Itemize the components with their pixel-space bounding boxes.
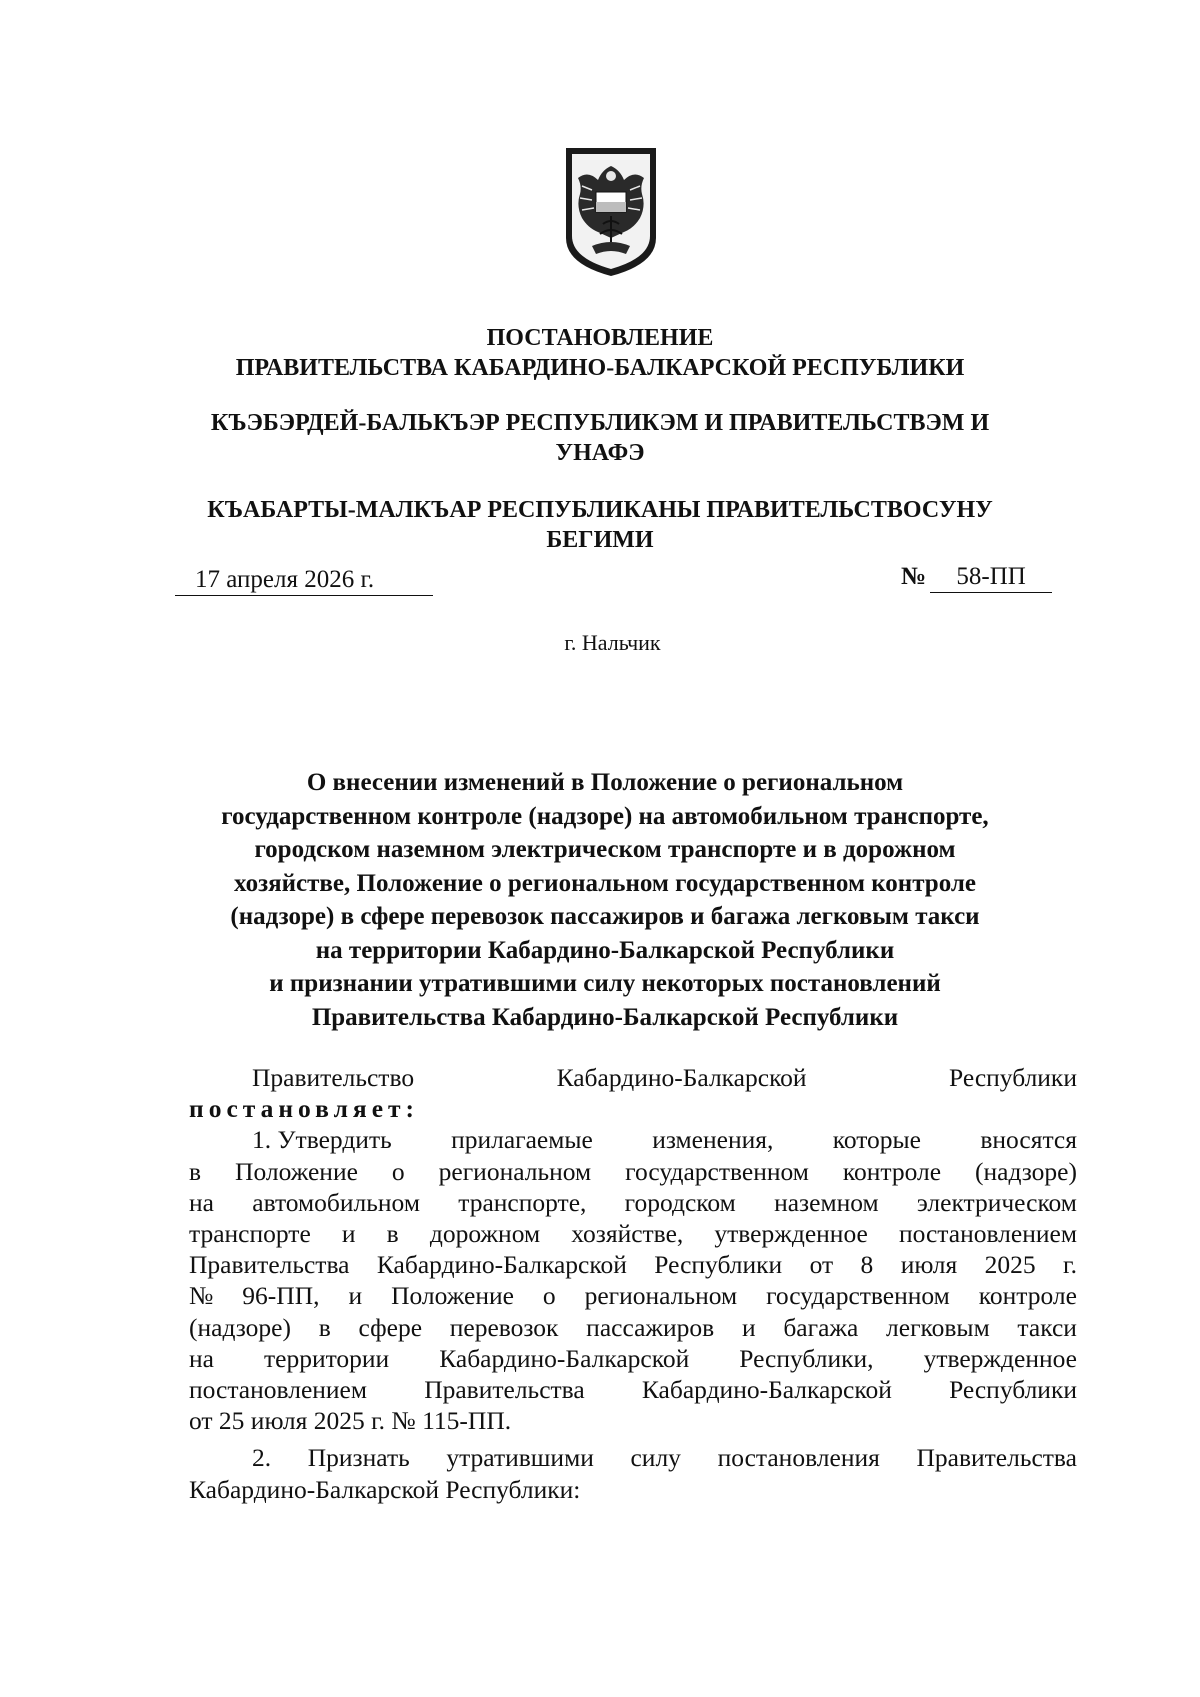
decree-word: постановляет:: [189, 1094, 420, 1124]
word: постановлением: [189, 1375, 368, 1405]
document-subject: [0, 766, 1200, 1034]
document-heading: [0, 323, 1200, 383]
word: контроле: [978, 1281, 1077, 1311]
item2-line: [189, 1442, 1077, 1473]
word: (надзоре): [975, 1156, 1077, 1186]
item1-line: [189, 1249, 1077, 1280]
word: такси: [1017, 1312, 1077, 1342]
word: городском: [624, 1187, 736, 1217]
word: государственном: [625, 1156, 809, 1186]
document-city: г. Нальчик: [564, 630, 661, 655]
heading-issuer: ПРАВИТЕЛЬСТВА КАБАРДИНО-БАЛКАРСКОЙ РЕСПУБЛИКИ: [235, 355, 965, 381]
word: в: [189, 1156, 202, 1186]
subject-line: (надзоре) в сфере перевозок пассажиров и багажа легковым такси: [230, 903, 980, 930]
word: транспорте,: [458, 1187, 587, 1217]
document-body: [189, 1062, 1077, 1505]
word: утратившими: [446, 1443, 594, 1473]
word: утвержденное: [923, 1343, 1077, 1373]
heading-type: ПОСТАНОВЛЕНИЕ: [486, 325, 714, 351]
word: о: [391, 1156, 405, 1186]
intro-word: Правительство: [252, 1063, 415, 1092]
word: июля: [900, 1250, 958, 1280]
word: электрическом: [916, 1187, 1077, 1217]
intro-word: Республики: [949, 1063, 1077, 1092]
subject-line: городском наземном электрическом транспорте и в дорожном: [254, 836, 956, 863]
document-date: [175, 565, 433, 596]
word: постановлением: [898, 1219, 1077, 1249]
word: Кабардино-Балкарской: [439, 1343, 690, 1373]
heading-kabardian-line1: КЪЭБЭРДЕЙ-БАЛЬКЪЭР РЕСПУБЛИКЭМ И ПРАВИТЕЛЬСТВЭМ И: [210, 410, 990, 436]
number-sign: №: [901, 563, 927, 590]
word: перевозок: [449, 1312, 559, 1342]
subject-line: и признании утратившими силу некоторых постановлений: [269, 970, 941, 997]
word: государственном: [766, 1281, 950, 1311]
word: Республики: [949, 1375, 1077, 1405]
word: силу: [630, 1443, 681, 1473]
word: утвержденное: [714, 1219, 868, 1249]
item1-line: [189, 1312, 1077, 1343]
word: 2.: [252, 1443, 272, 1473]
heading-balkar-line2: БЕГИМИ: [546, 527, 654, 553]
word: (надзоре): [189, 1312, 291, 1342]
word: 1. Утвердить: [252, 1125, 392, 1155]
item1-line: [189, 1124, 1077, 1155]
intro-word: Кабардино-Балкарской: [556, 1063, 807, 1092]
word: г.: [1063, 1250, 1077, 1280]
word: Республики,: [739, 1343, 874, 1373]
subject-line: государственном контроле (надзоре) на автомобильном транспорте,: [221, 802, 989, 830]
word: на: [189, 1343, 214, 1373]
word: и: [348, 1281, 363, 1311]
word: Положение: [391, 1281, 514, 1311]
item1-line: [189, 1156, 1077, 1187]
word: Признать: [307, 1443, 410, 1473]
word: пассажиров: [586, 1312, 715, 1342]
word: Кабардино-Балкарской: [376, 1250, 627, 1280]
word: на: [189, 1187, 214, 1217]
word: контроле: [842, 1156, 942, 1186]
word: в: [386, 1219, 399, 1249]
number-value: 58-ПП: [930, 562, 1052, 593]
word: 2025: [984, 1250, 1036, 1280]
word: 8: [860, 1250, 874, 1280]
word: которые: [832, 1125, 921, 1155]
word: изменения,: [652, 1125, 774, 1155]
word: от: [809, 1250, 834, 1280]
word: в: [318, 1312, 331, 1342]
word: хозяйстве,: [571, 1219, 684, 1249]
word: региональном: [584, 1281, 738, 1311]
subject-line: О внесении изменений в Положение о региональном: [306, 769, 904, 796]
word: постановления: [717, 1443, 880, 1473]
item1-line: [189, 1374, 1077, 1405]
item2-line: Кабардино-Балкарской Республики:: [189, 1474, 581, 1504]
document-number: [901, 562, 1052, 593]
date-value: 17 апреля 2026 г.: [175, 565, 433, 596]
word: о: [542, 1281, 556, 1311]
word: №: [189, 1281, 214, 1311]
word: легковым: [886, 1312, 990, 1342]
word: автомобильном: [252, 1187, 420, 1217]
word: Правительства: [424, 1375, 585, 1405]
subject-line: на территории Кабардино-Балкарской Республики: [315, 936, 895, 964]
word: прилагаемые: [451, 1125, 593, 1155]
heading-balkar: [0, 495, 1200, 555]
word: Правительства: [189, 1250, 350, 1280]
heading-balkar-line1: КЪАБАРТЫ-МАЛКЪАР РЕСПУБЛИКАНЫ ПРАВИТЕЛЬСТВОСУНУ: [207, 497, 993, 523]
word: региональном: [438, 1156, 592, 1186]
heading-kabardian: [0, 408, 1200, 468]
item1-line: [189, 1280, 1077, 1311]
item1-line: от 25 июля 2025 г. № 115-ПП.: [189, 1406, 512, 1436]
subject-line: Правительства Кабардино-Балкарской Республики: [311, 1003, 899, 1031]
word: и: [341, 1219, 356, 1249]
word: и: [741, 1312, 756, 1342]
item1-line: [189, 1187, 1077, 1218]
word: вносятся: [980, 1125, 1077, 1155]
heading-kabardian-line2: УНАФЭ: [555, 440, 645, 466]
intro-line: [189, 1062, 1077, 1093]
coat-of-arms-emblem: [562, 146, 660, 278]
word: багажа: [783, 1312, 859, 1342]
word: Кабардино-Балкарской: [641, 1375, 892, 1405]
word: 96-ПП,: [242, 1281, 320, 1311]
word: транспорте: [189, 1219, 311, 1249]
word: Положение: [235, 1156, 358, 1186]
item1-line: [189, 1343, 1077, 1374]
word: дорожном: [429, 1219, 541, 1249]
word: сфере: [358, 1312, 423, 1342]
word: Республики: [654, 1250, 783, 1280]
word: Правительства: [916, 1443, 1077, 1473]
subject-line: хозяйстве, Положение о региональном государственном контроле: [234, 869, 976, 897]
item1-line: [189, 1218, 1077, 1249]
word: наземном: [774, 1187, 879, 1217]
word: территории: [263, 1343, 390, 1373]
